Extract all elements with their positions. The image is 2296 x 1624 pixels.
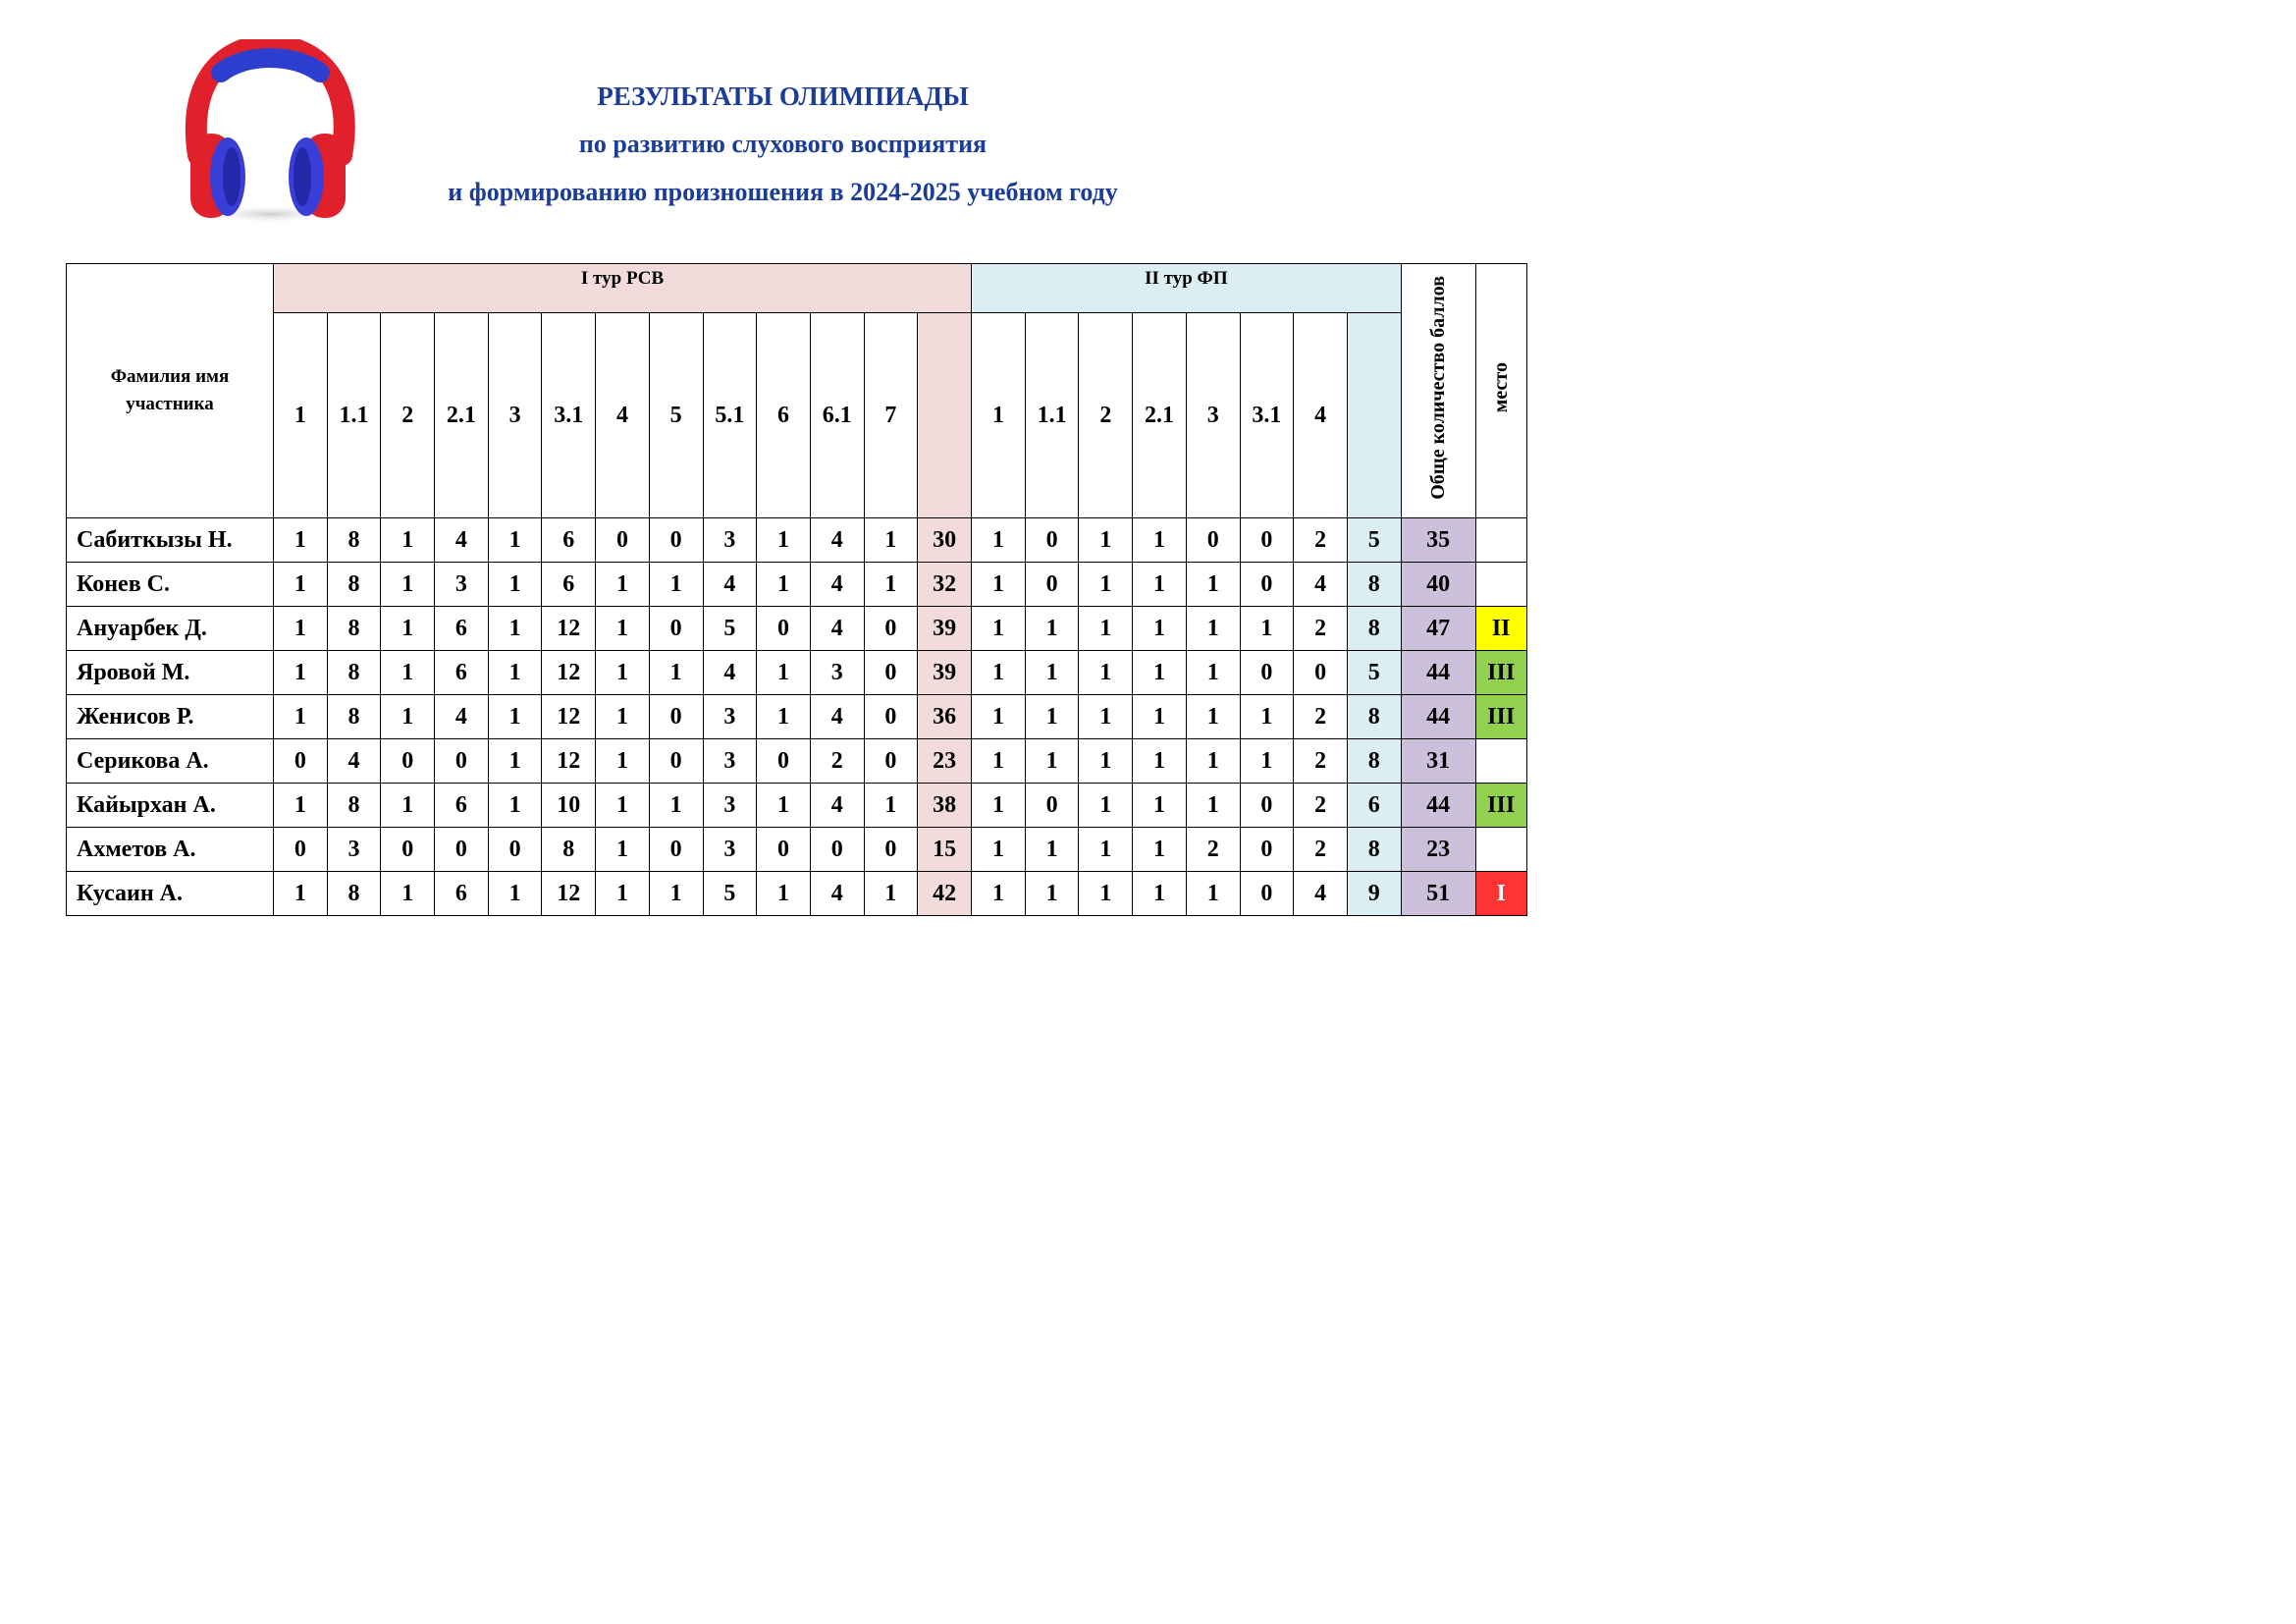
tour1-score-cell: 1 — [381, 651, 435, 695]
tour2-subtotal-cell: 9 — [1347, 872, 1401, 916]
tour2-score-cell: 1 — [1079, 828, 1133, 872]
tour1-subtotal-cell: 42 — [918, 872, 972, 916]
tour1-task-header: 5.1 — [703, 313, 757, 518]
tour1-score-cell: 1 — [381, 784, 435, 828]
total-header-label: Обще количество баллов — [1427, 275, 1450, 500]
tour1-score-cell: 6 — [435, 784, 489, 828]
tour1-score-cell: 4 — [327, 739, 381, 784]
tour1-score-cell: 0 — [864, 695, 918, 739]
tour2-score-cell: 0 — [1025, 784, 1079, 828]
total-score-cell: 35 — [1401, 518, 1475, 563]
header-row-tours — [67, 264, 1527, 313]
tour1-task-header: 6 — [757, 313, 811, 518]
tour1-score-cell: 1 — [649, 563, 703, 607]
tour1-score-cell: 3 — [703, 739, 757, 784]
tour2-score-cell: 2 — [1294, 695, 1348, 739]
tour2-score-cell: 4 — [1294, 563, 1348, 607]
tour2-score-cell: 1 — [1133, 563, 1187, 607]
tour1-score-cell: 1 — [488, 739, 542, 784]
tour1-score-cell: 4 — [810, 784, 864, 828]
tour1-subtotal-cell: 23 — [918, 739, 972, 784]
tour1-score-cell: 1 — [757, 784, 811, 828]
place-cell: III — [1475, 695, 1526, 739]
tour2-task-header: 3.1 — [1240, 313, 1294, 518]
participant-name: Сабиткызы Н. — [67, 518, 274, 563]
tour1-score-cell: 8 — [327, 872, 381, 916]
tour1-score-cell: 1 — [274, 607, 328, 651]
tour2-score-cell: 1 — [1025, 695, 1079, 739]
tour1-score-cell: 12 — [542, 739, 596, 784]
tour1-score-cell: 3 — [703, 518, 757, 563]
tour1-score-cell: 1 — [649, 784, 703, 828]
tour1-score-cell: 12 — [542, 695, 596, 739]
tour1-score-cell: 1 — [649, 651, 703, 695]
tour2-score-cell: 4 — [1294, 872, 1348, 916]
tour2-score-cell: 1 — [972, 563, 1026, 607]
tour1-score-cell: 12 — [542, 651, 596, 695]
tour1-score-cell: 8 — [327, 651, 381, 695]
tour1-score-cell: 1 — [864, 872, 918, 916]
tour1-score-cell: 5 — [703, 872, 757, 916]
tour2-score-cell: 1 — [972, 784, 1026, 828]
tour2-score-cell: 1 — [1133, 695, 1187, 739]
tour2-subtotal-cell: 8 — [1347, 828, 1401, 872]
tour2-score-cell: 1 — [972, 607, 1026, 651]
tour2-header: II тур ФП — [972, 264, 1402, 313]
tour2-score-cell: 1 — [1186, 695, 1240, 739]
tour2-score-cell: 0 — [1240, 784, 1294, 828]
tour2-score-cell: 0 — [1240, 518, 1294, 563]
tour2-score-cell: 1 — [972, 695, 1026, 739]
tour1-score-cell: 1 — [864, 784, 918, 828]
tour1-score-cell: 1 — [757, 563, 811, 607]
total-score-cell: 44 — [1401, 784, 1475, 828]
tour2-score-cell: 1 — [1079, 651, 1133, 695]
tour2-score-cell: 1 — [1025, 607, 1079, 651]
tour1-score-cell: 0 — [274, 828, 328, 872]
table-row — [67, 607, 1527, 651]
tour1-score-cell: 6 — [435, 607, 489, 651]
tour2-score-cell: 1 — [1133, 607, 1187, 651]
tour1-subtotal-cell: 39 — [918, 651, 972, 695]
tour2-score-cell: 1 — [1025, 651, 1079, 695]
tour1-score-cell: 1 — [864, 563, 918, 607]
tour2-subtotal-cell: 8 — [1347, 563, 1401, 607]
tour1-score-cell: 1 — [488, 784, 542, 828]
tour2-score-cell: 1 — [972, 828, 1026, 872]
tour1-score-cell: 1 — [488, 607, 542, 651]
place-cell — [1475, 739, 1526, 784]
tour1-score-cell: 0 — [649, 828, 703, 872]
tour1-score-cell: 6 — [542, 518, 596, 563]
tour1-score-cell: 4 — [810, 563, 864, 607]
tour1-score-cell: 0 — [810, 828, 864, 872]
tour1-score-cell: 1 — [488, 651, 542, 695]
table-row — [67, 739, 1527, 784]
tour2-score-cell: 0 — [1240, 563, 1294, 607]
tour1-task-header: 7 — [864, 313, 918, 518]
tour1-score-cell: 4 — [810, 607, 864, 651]
tour1-score-cell: 1 — [274, 784, 328, 828]
tour1-score-cell: 1 — [381, 607, 435, 651]
tour1-score-cell: 1 — [757, 651, 811, 695]
tour1-subtotal-cell: 36 — [918, 695, 972, 739]
tour1-score-cell: 4 — [810, 872, 864, 916]
tour1-score-cell: 0 — [596, 518, 650, 563]
tour2-task-header: 2.1 — [1133, 313, 1187, 518]
tour1-task-header: 2.1 — [435, 313, 489, 518]
total-score-cell: 31 — [1401, 739, 1475, 784]
tour2-score-cell: 2 — [1294, 784, 1348, 828]
tour1-score-cell: 4 — [435, 695, 489, 739]
place-header-label: место — [1490, 361, 1513, 413]
tour2-score-cell: 1 — [1186, 872, 1240, 916]
place-cell — [1475, 563, 1526, 607]
total-score-cell: 23 — [1401, 828, 1475, 872]
tour2-score-cell: 1 — [972, 651, 1026, 695]
tour1-task-header: 2 — [381, 313, 435, 518]
table-row — [67, 563, 1527, 607]
tour2-score-cell: 1 — [1079, 695, 1133, 739]
tour2-score-cell: 1 — [1025, 872, 1079, 916]
tour1-task-header: 1.1 — [327, 313, 381, 518]
tour1-score-cell: 12 — [542, 607, 596, 651]
tour1-subtotal-cell: 38 — [918, 784, 972, 828]
tour1-subtotal-cell: 15 — [918, 828, 972, 872]
tour1-score-cell: 1 — [596, 784, 650, 828]
table-row — [67, 828, 1527, 872]
tour1-score-cell: 4 — [810, 695, 864, 739]
title-block — [324, 77, 1242, 221]
participant-name: Серикова А. — [67, 739, 274, 784]
tour1-score-cell: 5 — [703, 607, 757, 651]
tour1-score-cell: 1 — [596, 828, 650, 872]
tour2-subtotal-header — [1347, 313, 1401, 518]
tour1-score-cell: 0 — [435, 739, 489, 784]
participant-name: Ахметов А. — [67, 828, 274, 872]
tour2-score-cell: 1 — [1025, 828, 1079, 872]
tour2-score-cell: 1 — [1079, 784, 1133, 828]
tour2-subtotal-cell: 5 — [1347, 651, 1401, 695]
total-score-cell: 44 — [1401, 695, 1475, 739]
tour1-task-header: 6.1 — [810, 313, 864, 518]
table-row — [67, 651, 1527, 695]
tour1-score-cell: 0 — [757, 739, 811, 784]
tour2-score-cell: 1 — [1133, 784, 1187, 828]
tour1-score-cell: 3 — [703, 828, 757, 872]
tour1-subtotal-cell: 30 — [918, 518, 972, 563]
tour1-task-header: 3 — [488, 313, 542, 518]
participant-name: Кайырхан А. — [67, 784, 274, 828]
tour1-score-cell: 1 — [596, 607, 650, 651]
tour2-task-header: 1 — [972, 313, 1026, 518]
tour2-score-cell: 1 — [1133, 872, 1187, 916]
tour1-score-cell: 1 — [757, 695, 811, 739]
participant-name: Конев С. — [67, 563, 274, 607]
place-cell — [1475, 828, 1526, 872]
tour1-score-cell: 1 — [649, 872, 703, 916]
tour1-score-cell: 3 — [703, 784, 757, 828]
tour2-score-cell: 1 — [1186, 563, 1240, 607]
tour1-score-cell: 1 — [488, 518, 542, 563]
tour2-score-cell: 1 — [1133, 739, 1187, 784]
tour2-score-cell: 0 — [1294, 651, 1348, 695]
tour1-score-cell: 8 — [327, 518, 381, 563]
tour1-score-cell: 0 — [757, 828, 811, 872]
total-score-cell: 51 — [1401, 872, 1475, 916]
tour1-score-cell: 6 — [542, 563, 596, 607]
tour1-score-cell: 1 — [274, 651, 328, 695]
tour2-score-cell: 1 — [1186, 651, 1240, 695]
tour2-score-cell: 1 — [972, 739, 1026, 784]
tour1-task-header: 3.1 — [542, 313, 596, 518]
tour1-score-cell: 1 — [274, 518, 328, 563]
tour1-score-cell: 0 — [649, 518, 703, 563]
tour1-task-header: 1 — [274, 313, 328, 518]
participant-name: Кусаин А. — [67, 872, 274, 916]
tour2-task-header: 2 — [1079, 313, 1133, 518]
tour2-subtotal-cell: 8 — [1347, 695, 1401, 739]
tour2-score-cell: 0 — [1240, 651, 1294, 695]
tour1-score-cell: 1 — [274, 695, 328, 739]
tour1-score-cell: 1 — [596, 872, 650, 916]
tour1-score-cell: 2 — [810, 739, 864, 784]
tour1-score-cell: 0 — [864, 739, 918, 784]
header-row-numbers — [67, 313, 1527, 518]
page-subtitle-2: и формированию произношения в 2024-2025 учебном году — [448, 178, 1118, 206]
tour1-score-cell: 0 — [649, 607, 703, 651]
tour1-score-cell: 0 — [864, 651, 918, 695]
tour1-score-cell: 1 — [596, 651, 650, 695]
tour1-score-cell: 8 — [542, 828, 596, 872]
tour1-score-cell: 12 — [542, 872, 596, 916]
total-score-cell: 40 — [1401, 563, 1475, 607]
place-cell: II — [1475, 607, 1526, 651]
tour2-subtotal-cell: 5 — [1347, 518, 1401, 563]
tour1-score-cell: 3 — [327, 828, 381, 872]
tour2-subtotal-cell: 8 — [1347, 739, 1401, 784]
page-title: РЕЗУЛЬТАТЫ ОЛИМПИАДЫ — [597, 81, 969, 111]
tour1-score-cell: 1 — [757, 518, 811, 563]
tour1-header: I тур РСВ — [274, 264, 972, 313]
tour2-score-cell: 0 — [1025, 518, 1079, 563]
table-row — [67, 784, 1527, 828]
place-cell: III — [1475, 651, 1526, 695]
tour1-task-header: 5 — [649, 313, 703, 518]
tour1-score-cell: 0 — [381, 739, 435, 784]
tour1-score-cell: 1 — [381, 695, 435, 739]
tour1-score-cell: 1 — [381, 518, 435, 563]
tour2-score-cell: 1 — [1240, 695, 1294, 739]
tour2-score-cell: 0 — [1186, 518, 1240, 563]
tour2-subtotal-cell: 6 — [1347, 784, 1401, 828]
tour1-score-cell: 4 — [703, 563, 757, 607]
tour1-subtotal-cell: 39 — [918, 607, 972, 651]
tour1-score-cell: 4 — [435, 518, 489, 563]
tour2-subtotal-cell: 8 — [1347, 607, 1401, 651]
results-table — [66, 263, 1527, 916]
tour1-score-cell: 0 — [864, 828, 918, 872]
tour1-score-cell: 1 — [864, 518, 918, 563]
tour1-score-cell: 4 — [810, 518, 864, 563]
tour2-score-cell: 1 — [1240, 607, 1294, 651]
tour2-score-cell: 0 — [1240, 828, 1294, 872]
tour2-score-cell: 1 — [1079, 563, 1133, 607]
tour2-score-cell: 1 — [1079, 739, 1133, 784]
tour1-score-cell: 1 — [274, 563, 328, 607]
tour1-score-cell: 1 — [596, 739, 650, 784]
place-column-header — [1475, 264, 1526, 518]
total-score-cell: 44 — [1401, 651, 1475, 695]
tour2-score-cell: 1 — [1133, 518, 1187, 563]
tour2-score-cell: 1 — [1025, 739, 1079, 784]
tour1-score-cell: 10 — [542, 784, 596, 828]
tour2-score-cell: 1 — [1079, 872, 1133, 916]
tour1-score-cell: 0 — [435, 828, 489, 872]
table-row — [67, 695, 1527, 739]
tour1-score-cell: 3 — [703, 695, 757, 739]
tour1-score-cell: 0 — [757, 607, 811, 651]
tour1-score-cell: 1 — [596, 563, 650, 607]
tour2-score-cell: 1 — [972, 872, 1026, 916]
tour1-score-cell: 6 — [435, 651, 489, 695]
tour1-score-cell: 1 — [757, 872, 811, 916]
place-cell — [1475, 518, 1526, 563]
tour2-score-cell: 1 — [972, 518, 1026, 563]
tour2-task-header: 3 — [1186, 313, 1240, 518]
tour1-score-cell: 1 — [274, 872, 328, 916]
tour1-score-cell: 8 — [327, 695, 381, 739]
tour2-score-cell: 1 — [1133, 828, 1187, 872]
place-cell: III — [1475, 784, 1526, 828]
tour1-score-cell: 4 — [703, 651, 757, 695]
total-score-cell: 47 — [1401, 607, 1475, 651]
tour1-task-header: 4 — [596, 313, 650, 518]
tour2-score-cell: 1 — [1186, 784, 1240, 828]
tour1-score-cell: 1 — [488, 872, 542, 916]
total-column-header — [1401, 264, 1475, 518]
tour1-score-cell: 0 — [649, 739, 703, 784]
participant-name: Женисов Р. — [67, 695, 274, 739]
tour1-score-cell: 6 — [435, 872, 489, 916]
tour2-score-cell: 1 — [1079, 518, 1133, 563]
tour2-score-cell: 0 — [1240, 872, 1294, 916]
tour2-score-cell: 2 — [1294, 828, 1348, 872]
tour2-score-cell: 2 — [1294, 739, 1348, 784]
tour2-score-cell: 0 — [1025, 563, 1079, 607]
tour1-score-cell: 0 — [381, 828, 435, 872]
tour1-score-cell: 0 — [649, 695, 703, 739]
tour1-subtotal-cell: 32 — [918, 563, 972, 607]
tour1-score-cell: 3 — [810, 651, 864, 695]
table-row — [67, 518, 1527, 563]
tour1-score-cell: 8 — [327, 607, 381, 651]
tour2-score-cell: 2 — [1294, 607, 1348, 651]
tour1-score-cell: 1 — [488, 695, 542, 739]
page-subtitle-1: по развитию слухового восприятия — [578, 130, 988, 158]
tour2-score-cell: 1 — [1240, 739, 1294, 784]
tour1-score-cell: 0 — [488, 828, 542, 872]
tour1-score-cell: 1 — [596, 695, 650, 739]
tour2-score-cell: 1 — [1186, 607, 1240, 651]
tour1-score-cell: 1 — [381, 872, 435, 916]
tour2-score-cell: 2 — [1186, 828, 1240, 872]
participant-name: Яровой М. — [67, 651, 274, 695]
tour1-score-cell: 0 — [864, 607, 918, 651]
tour1-score-cell: 1 — [381, 563, 435, 607]
tour1-score-cell: 8 — [327, 784, 381, 828]
tour1-score-cell: 0 — [274, 739, 328, 784]
tour1-score-cell: 8 — [327, 563, 381, 607]
tour2-score-cell: 1 — [1079, 607, 1133, 651]
tour1-score-cell: 1 — [488, 563, 542, 607]
participant-name: Ануарбек Д. — [67, 607, 274, 651]
place-cell: I — [1475, 872, 1526, 916]
name-column-header: Фамилия имя участника — [67, 264, 274, 518]
tour1-score-cell: 3 — [435, 563, 489, 607]
table-row — [67, 872, 1527, 916]
tour2-task-header: 1.1 — [1025, 313, 1079, 518]
tour2-score-cell: 2 — [1294, 518, 1348, 563]
tour2-score-cell: 1 — [1186, 739, 1240, 784]
tour2-score-cell: 1 — [1133, 651, 1187, 695]
tour1-subtotal-header — [918, 313, 972, 518]
tour2-task-header: 4 — [1294, 313, 1348, 518]
